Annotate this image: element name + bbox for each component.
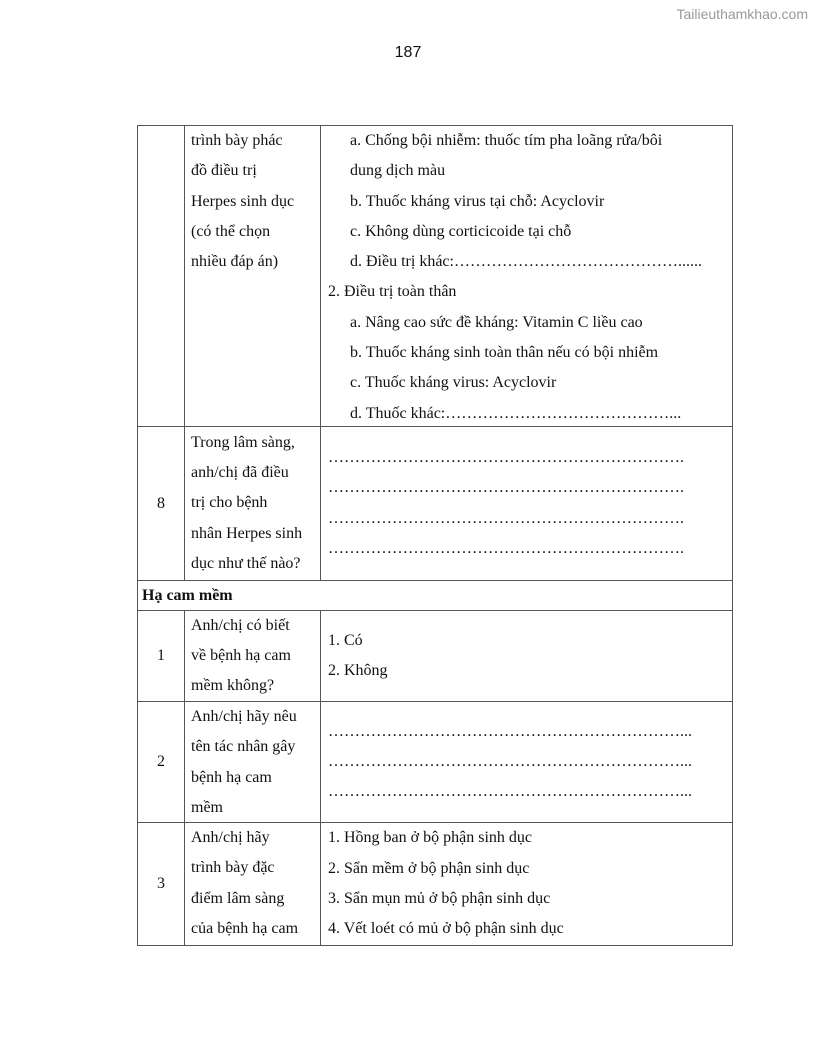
answer-option: …………………………………………………………. xyxy=(328,539,684,557)
answer-option: d. Điều trị khác:……………………………………...... xyxy=(350,253,702,271)
watermark: Tailieuthamkhao.com xyxy=(676,6,808,22)
question-cell xyxy=(185,702,321,822)
answer-option: …………………………………………………………... xyxy=(328,783,692,801)
question-number: 2 xyxy=(138,702,185,822)
question-text: dục như thế nào? xyxy=(191,554,301,572)
answer-cell xyxy=(321,702,732,822)
answer-option: dung dịch màu xyxy=(350,162,446,180)
question-text: về bệnh hạ cam xyxy=(191,646,291,664)
answer-cell xyxy=(321,823,732,945)
table-row xyxy=(137,823,733,946)
section-row xyxy=(137,581,733,611)
question-text: (có thể chọn xyxy=(191,222,271,240)
answer-option: b. Thuốc kháng sinh toàn thân nếu có bội nhiễm xyxy=(350,344,659,362)
question-text: trình bày đặc xyxy=(191,859,275,877)
answer-cell xyxy=(321,126,732,426)
answer-option: 1. Hồng ban ở bộ phận sinh dục xyxy=(328,829,532,847)
answer-cell xyxy=(321,427,732,580)
answer-option: …………………………………………………………. xyxy=(328,448,684,466)
answer-option: 4. Vết loét có mủ ở bộ phận sinh dục xyxy=(328,920,564,938)
question-number xyxy=(138,126,185,426)
question-text: nhiều đáp án) xyxy=(191,253,279,271)
answer-option: c. Thuốc kháng virus: Acyclovir xyxy=(350,374,557,392)
question-cell xyxy=(185,611,321,701)
table-row xyxy=(137,126,733,427)
answer-option: …………………………………………………………. xyxy=(328,509,684,527)
question-text: Anh/chị có biết xyxy=(191,616,290,634)
answer-option: d. Thuốc khác:……………………………………... xyxy=(350,404,682,422)
answer-option: 2. Điều trị toàn thân xyxy=(328,283,457,301)
answer-option: c. Không dùng corticicoide tại chỗ xyxy=(350,222,572,240)
section-title: Hạ cam mềm xyxy=(142,587,233,604)
question-text: mềm không? xyxy=(191,677,275,695)
question-text: anh/chị đã điều xyxy=(191,464,289,482)
question-text: điểm lâm sàng xyxy=(191,889,285,907)
answer-option: …………………………………………………………... xyxy=(328,722,692,740)
question-number: 1 xyxy=(138,611,185,701)
question-text: Anh/chị hãy nêu xyxy=(191,708,297,725)
answer-option: a. Chống bội nhiễm: thuốc tím pha loãng rửa/bôi xyxy=(350,132,663,149)
question-cell xyxy=(185,126,321,426)
table-row xyxy=(137,611,733,702)
answer-option: 1. Có xyxy=(328,631,363,649)
question-number: 8 xyxy=(138,427,185,580)
questionnaire-table xyxy=(137,125,733,946)
question-cell xyxy=(185,823,321,945)
table-row xyxy=(137,702,733,823)
question-text: trị cho bệnh xyxy=(191,494,268,512)
answer-option: 3. Sẩn mụn mủ ở bộ phận sinh dục xyxy=(328,890,551,907)
question-text: tên tác nhân gây xyxy=(191,738,296,756)
question-text: đồ điều trị xyxy=(191,162,257,180)
question-text: của bệnh hạ cam xyxy=(191,919,299,937)
table-row xyxy=(137,427,733,581)
answer-option: b. Thuốc kháng virus tại chỗ: Acyclovir xyxy=(350,192,605,210)
question-text: Trong lâm sàng, xyxy=(191,433,295,451)
question-text: bệnh hạ cam xyxy=(191,768,272,786)
question-text: nhân Herpes sinh xyxy=(191,524,303,542)
question-text: trình bày phác xyxy=(191,132,283,149)
answer-option: …………………………………………………………. xyxy=(328,479,684,497)
question-number: 3 xyxy=(138,823,185,945)
page-number: 187 xyxy=(394,44,422,61)
answer-option: a. Nâng cao sức đề kháng: Vitamin C liều cao xyxy=(350,313,643,331)
question-cell xyxy=(185,427,321,580)
answer-option: …………………………………………………………... xyxy=(328,752,692,770)
answer-option: 2. Sẩn mềm ở bộ phận sinh dục xyxy=(328,859,530,877)
answer-option: 2. Không xyxy=(328,662,388,679)
question-text: mềm xyxy=(191,798,223,816)
question-text: Anh/chị hãy xyxy=(191,829,270,846)
answer-cell xyxy=(321,611,732,701)
question-text: Herpes sinh dục xyxy=(191,192,295,210)
